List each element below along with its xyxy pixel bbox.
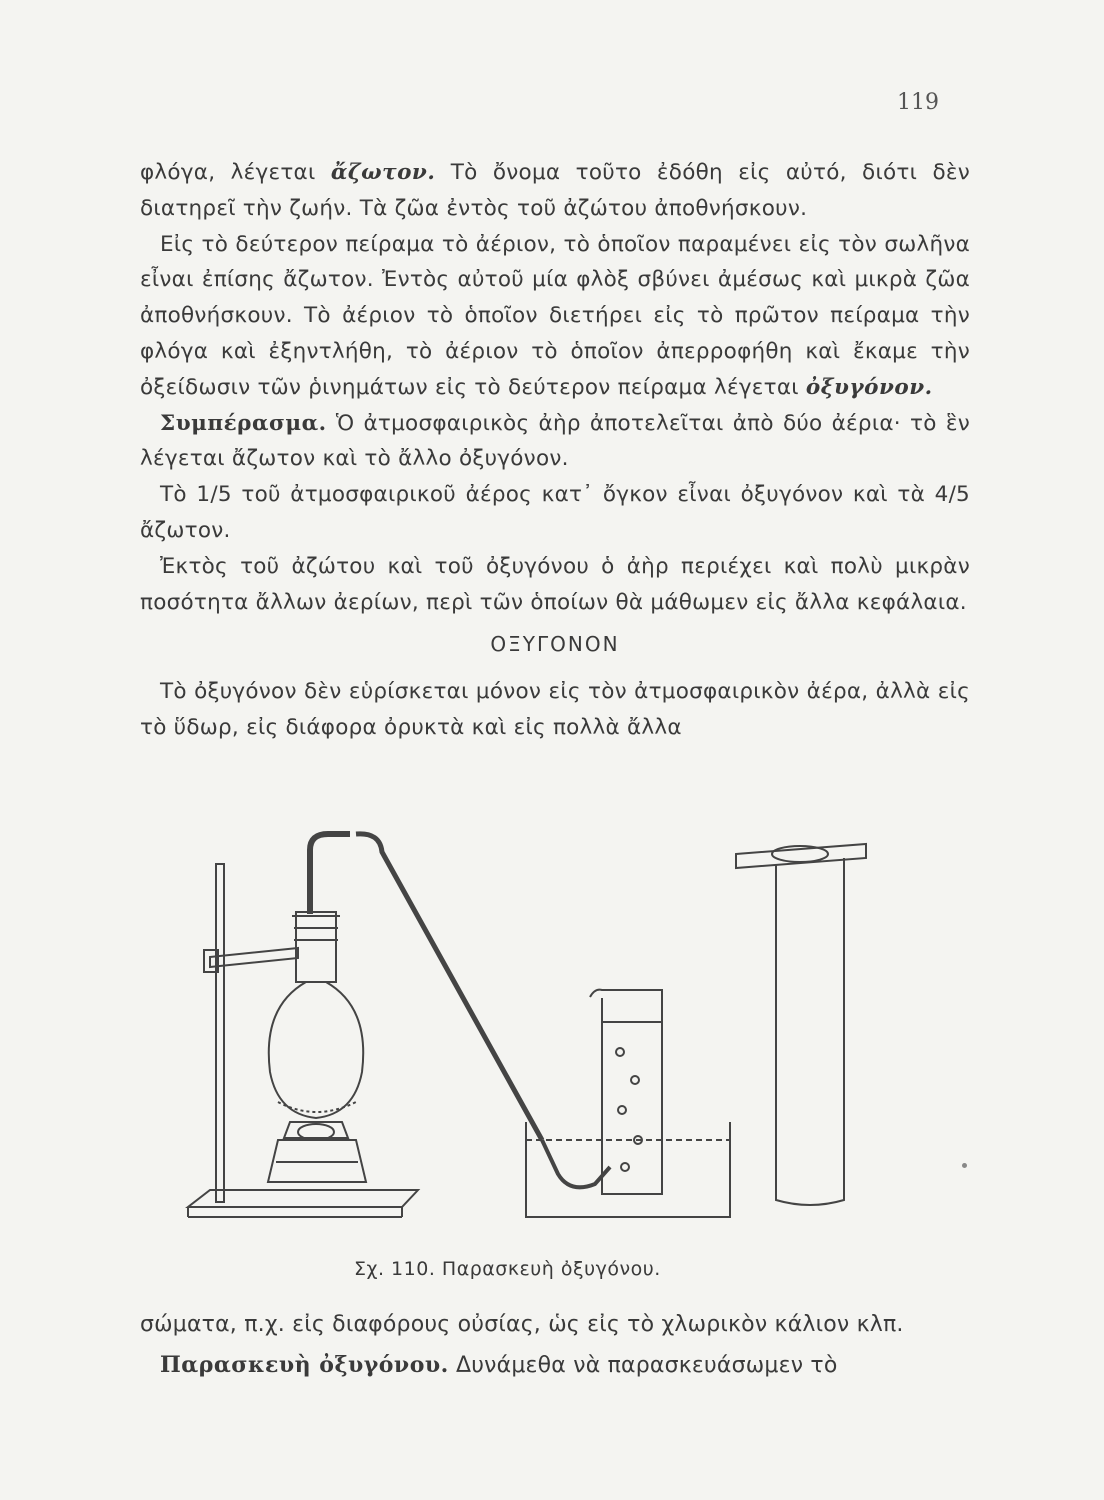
paragraph-1-text-b: Τὸ ὄνομα τοῦτο ἐδόθη εἰς αὐτό, διότι δὲν διατηρεῖ τὴν ζωήν. Τὰ ζῶα ἐντὸς τοῦ ἀζώτου ἀποθνήσκουν. bbox=[140, 160, 971, 221]
term-oxygonon: ὀξυγόνον. bbox=[805, 374, 933, 400]
flask-bulb bbox=[269, 982, 363, 1118]
cover-plate bbox=[736, 844, 866, 868]
paragraph-2 bbox=[140, 227, 970, 406]
page-number: 119 bbox=[897, 90, 939, 115]
gas-bubble bbox=[616, 1048, 624, 1056]
preparation-heading: Παρασκευὴ ὀξυγόνου. bbox=[160, 1352, 449, 1378]
paragraph-5: Ἐκτὸς τοῦ ἀζώτου καὶ τοῦ ὀξυγόνου ὁ ἀὴρ περιέχει καὶ πολὺ μικρὰν ποσότητα ἄλλων ἀερίων, περὶ τῶν ὁποίων θὰ μάθωμεν εἰς ἄλλα κεφάλαια. bbox=[140, 553, 970, 615]
delivery-tube bbox=[310, 834, 350, 914]
gas-jar bbox=[776, 858, 844, 1205]
paragraph-8-text: Δυνάμεθα νὰ παρασκευάσωμεν τὸ bbox=[448, 1353, 838, 1378]
gas-bubble bbox=[621, 1163, 629, 1171]
paragraph-1 bbox=[140, 155, 970, 227]
speck bbox=[962, 1163, 967, 1168]
bottom-text bbox=[140, 1305, 970, 1386]
term-azoton: ἄζωτον. bbox=[330, 160, 436, 185]
paragraph-7: σώματα, π.χ. εἰς διαφόρους οὐσίας, ὡς εἰς τὸ χλωρικὸν κάλιον κλπ. bbox=[140, 1312, 904, 1337]
conclusion-heading: Συμπέρασμα. bbox=[160, 410, 327, 436]
stand-rod bbox=[216, 864, 224, 1202]
stand-base bbox=[188, 1190, 418, 1207]
flask-neck bbox=[296, 912, 336, 982]
paragraph-3-text: Ὁ ἀτμοσφαιρικὸς ἀὴρ ἀποτελεῖται ἀπὸ δύο ἀέρια· τὸ ἓν λέγεται ἄζωτον καὶ τὸ ἄλλο ὀξυγόνον. bbox=[140, 410, 970, 472]
paragraph-8 bbox=[140, 1345, 970, 1386]
oxygen-apparatus-figure bbox=[170, 822, 970, 1252]
paragraph-4: Τὸ 1/5 τοῦ ἀτμοσφαιρικοῦ ἀέρος κατ᾽ ὄγκον εἶναι ὀξυγόνον καὶ τὰ 4/5 ἄζωτον. bbox=[140, 482, 970, 543]
paragraph-2-text: Εἰς τὸ δεύτερον πείραμα τὸ ἀέριον, τὸ ὁποῖον παραμένει εἰς τὸν σωλῆνα εἶναι ἐπίσης ἄζωτον. Ἐντὸς αὐτοῦ μία φλὸξ σβύνει ἀμέσως καὶ μικρὰ ζῶα ἀποθνήσκουν. Τὸ ἀέριον τὸ ὁποῖον διετήρει εἰς τὸ πρῶτον πείραμα τὴν φλόγα καὶ ἐξηντλήθη, τὸ ἀέριον τὸ ὁποῖον ἀπερροφήθη καὶ ἔκαμε τὴν ὀξείδωσιν τῶν ῥινημάτων εἰς τὸ δεύτερον πείραμα λέγεται bbox=[140, 231, 970, 400]
main-text bbox=[140, 155, 970, 746]
paragraph-1-text-a: φλόγα, λέγεται bbox=[140, 160, 331, 185]
gas-bubble bbox=[618, 1106, 626, 1114]
gas-bubble bbox=[631, 1076, 639, 1084]
section-title: ΟΞΥΓΟΝΟΝ bbox=[490, 632, 620, 657]
figure-caption: Σχ. 110. Παρασκευὴ ὀξυγόνου. bbox=[354, 1258, 661, 1280]
paragraph-6: Τὸ ὀξυγόνον δὲν εὑρίσκεται μόνον εἰς τὸν ἀτμοσφαιρικὸν ἀέρα, ἀλλὰ εἰς τὸ ὕδωρ, εἰς διάφορα ὀρυκτὰ καὶ εἰς πολλὰ ἄλλα bbox=[140, 679, 970, 741]
apparatus-illustration bbox=[170, 822, 970, 1252]
paragraph-3 bbox=[140, 406, 970, 478]
